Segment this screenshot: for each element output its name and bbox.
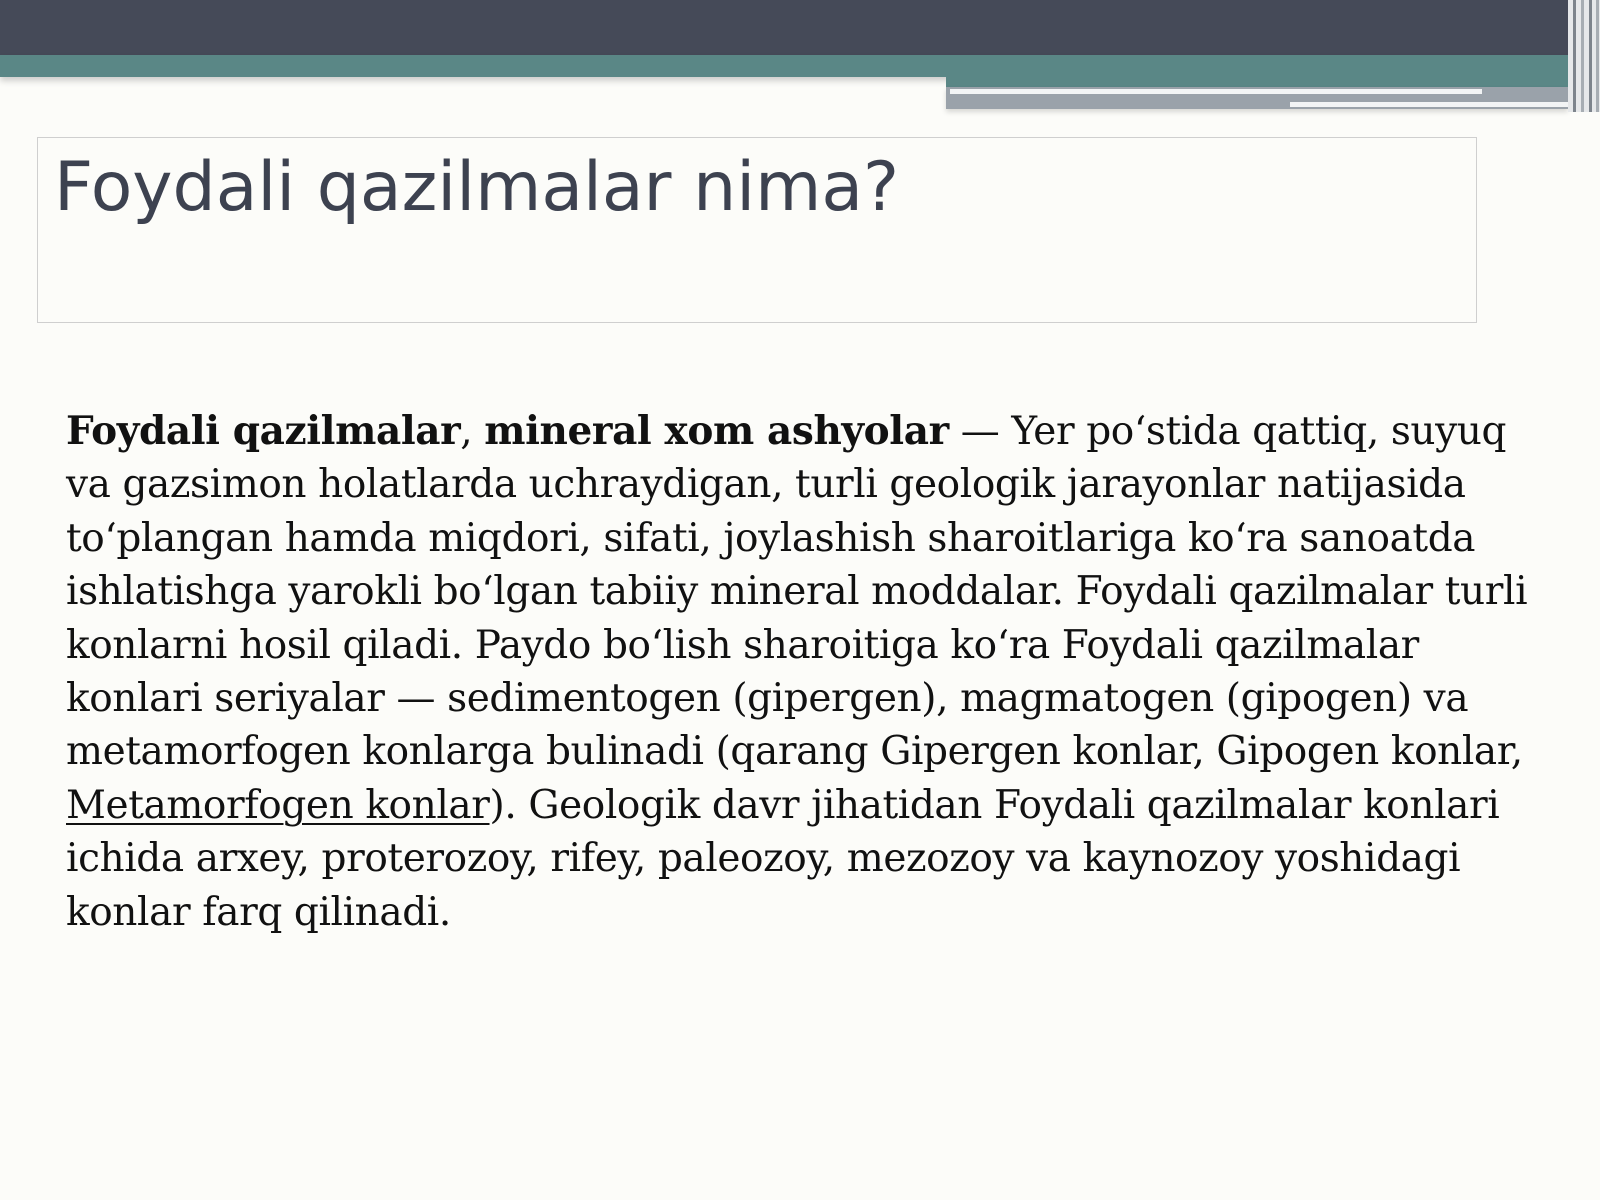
term-separator: ,: [460, 409, 485, 454]
header-accent-line: [950, 89, 1482, 94]
body-text-part-1: — Yer po‘stida qattiq, suyuq va gazsimon holatlarda uchraydigan, turli geologik jarayonlar natijasida to‘plangan hamda miqdori, sifati, joylashish sharoitlariga ko‘ra sanoatda ishlatishga yarokli bo‘lgan tabiiy mineral moddalar. Foydali qazilmalar turli konlarni hosil qiladi. Paydo bo‘lish sharoitiga ko‘ra Foydali qazilmalar konlari seriyalar — sedimentogen (gipergen), magmatogen (gipogen) va metamorfogen konlarga bulinadi (qarang Gipergen konlar, Gipogen konlar,: [66, 409, 1528, 775]
header-band-dark: [0, 0, 1568, 55]
term-secondary: mineral xom ashyolar: [484, 408, 949, 454]
metamorfogen-konlar-link[interactable]: Metamorfogen konlar: [66, 782, 490, 828]
header-band-teal-right: [946, 77, 1568, 87]
edge-bar: [1573, 0, 1576, 112]
header-edge-decoration: [1568, 0, 1600, 112]
edge-bar: [1589, 0, 1592, 112]
body-paragraph[interactable]: [66, 405, 1536, 939]
term-primary: Foydali qazilmalar: [66, 408, 461, 454]
edge-bar: [1581, 0, 1584, 112]
header-band-teal: [0, 55, 1568, 77]
slide-title: Foydali qazilmalar nima?: [54, 148, 900, 227]
body-text-part-2: ). Geologik davr jihatidan Foydali qazilmalar konlari ichida arxey, proterozoy, rifey, paleozoy, mezozoy va kaynozoy yoshidagi konlar farq qilinadi.: [66, 782, 1500, 935]
title-placeholder[interactable]: [37, 137, 1477, 323]
header-accent-line: [1290, 102, 1568, 107]
edge-bar: [1596, 0, 1599, 112]
